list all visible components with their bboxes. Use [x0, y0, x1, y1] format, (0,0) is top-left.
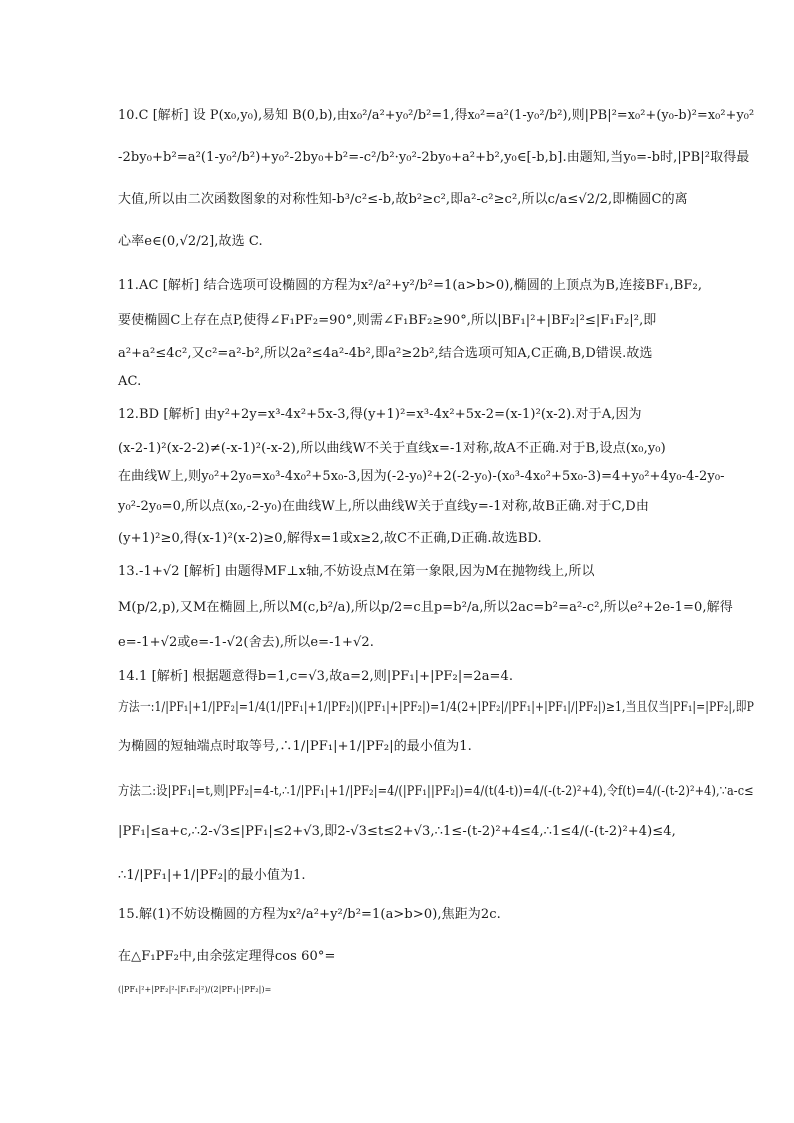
text-line: a²+a²≤4c²,又c²=a²-b²,所以2a²≤4a²-4b²,即a²≥2b²,结合选项可知A,C正确,B,D错误.故选 — [118, 346, 653, 361]
text-line: 心率e∈(0,√2/2],故选 C. — [118, 234, 263, 249]
text-line: 12.BD [解析] 由y²+2y=x³-4x²+5x-3,得(y+1)²=x³-4x²+5x-2=(x-1)²(x-2).对于A,因为 — [118, 407, 642, 422]
text-line: 方法一:1/|PF₁|+1/|PF₂|=1/4(1/|PF₁|+1/|PF₂|)(|PF₁|+|PF₂|)=1/4(2+|PF₂|/|PF₁|+|PF₁|/|PF₂|)≥1,当且仅当|PF₁|=|PF₂|,即P — [118, 700, 754, 715]
text-line: (y+1)²≥0,得(x-1)²(x-2)≥0,解得x=1或x≥2,故C不正确,D正确.故选BD. — [118, 531, 542, 546]
text-line: 要使椭圆C上存在点P,使得∠F₁PF₂=90°,则需∠F₁BF₂≥90°,所以|BF₁|²+|BF₂|²≤|F₁F₂|²,即 — [118, 313, 657, 328]
text-line: e=-1+√2或e=-1-√2(舍去),所以e=-1+√2. — [118, 635, 374, 650]
text-line: 10.C [解析] 设 P(x₀,y₀),易知 B(0,b),由x₀²/a²+y₀²/b²=1,得x₀²=a²(1-y₀²/b²),则|PB|²=x₀²+(y₀-b)²=x₀²+y₀² — [118, 108, 755, 123]
text-line: 方法二:设|PF₁|=t,则|PF₂|=4-t,∴1/|PF₁|+1/|PF₂|=4/(|PF₁||PF₂|)=4/(t(4-t))=4/(-(t-2)²+4),令f(t)=4/(-(t-2)²+4),∵a-c≤ — [118, 784, 754, 799]
text-line: 为椭圆的短轴端点时取等号,∴1/|PF₁|+1/|PF₂|的最小值为1. — [118, 739, 472, 754]
text-line: 在曲线W上,则y₀²+2y₀=x₀³-4x₀²+5x₀-3,因为(-2-y₀)²+2(-2-y₀)-(x₀³-4x₀²+5x₀-3)=4+y₀²+4y₀-4-2y₀- — [118, 469, 725, 484]
text-line: -2by₀+b²=a²(1-y₀²/b²)+y₀²-2by₀+b²=-c²/b²·y₀²-2by₀+a²+b²,y₀∈[-b,b].由题知,当y₀=-b时,|PB|²取得最 — [118, 150, 750, 165]
text-line: M(p/2,p),又M在椭圆上,所以M(c,b²/a),所以p/2=c且p=b²/a,所以2ac=b²=a²-c²,所以e²+2e-1=0,解得 — [118, 600, 733, 615]
text-line: AC. — [118, 374, 142, 389]
text-line: 11.AC [解析] 结合选项可设椭圆的方程为x²/a²+y²/b²=1(a>b>0),椭圆的上顶点为B,连接BF₁,BF₂, — [118, 278, 703, 293]
text-line: |PF₁|≤a+c,∴2-√3≤|PF₁|≤2+√3,即2-√3≤t≤2+√3,∴1≤-(t-2)²+4≤4,∴1≤4/(-(t-2)²+4)≤4, — [118, 824, 676, 839]
text-line: y₀²-2y₀=0,所以点(x₀,-2-y₀)在曲线W上,所以曲线W关于直线y=-1对称,故B正确.对于C,D由 — [118, 499, 649, 514]
text-line: ∴1/|PF₁|+1/|PF₂|的最小值为1. — [118, 868, 306, 883]
text-line: 大值,所以由二次函数图象的对称性知-b³/c²≤-b,故b²≥c²,即a²-c²≥c²,所以c/a≤√2/2,即椭圆C的离 — [118, 192, 688, 207]
text-line: 14.1 [解析] 根据题意得b=1,c=√3,故a=2,则|PF₁|+|PF₂|=2a=4. — [118, 669, 514, 684]
text-line: (x-2-1)²(x-2-2)≠(-x-1)²(-x-2),所以曲线W不关于直线x=-1对称,故A不正确.对于B,设点(x₀,y₀) — [118, 441, 666, 456]
text-line: 在△F₁PF₂中,由余弦定理得cos 60°= — [118, 949, 336, 964]
text-line: (|PF₁|²+|PF₂|²-|F₁F₂|²)/(2|PF₁|·|PF₂|)= — [118, 985, 272, 994]
text-line: 15.解(1)不妨设椭圆的方程为x²/a²+y²/b²=1(a>b>0),焦距为2c. — [118, 907, 501, 922]
text-line: 13.-1+√2 [解析] 由题得MF⊥x轴,不妨设点M在第一象限,因为M在抛物线上,所以 — [118, 564, 595, 579]
